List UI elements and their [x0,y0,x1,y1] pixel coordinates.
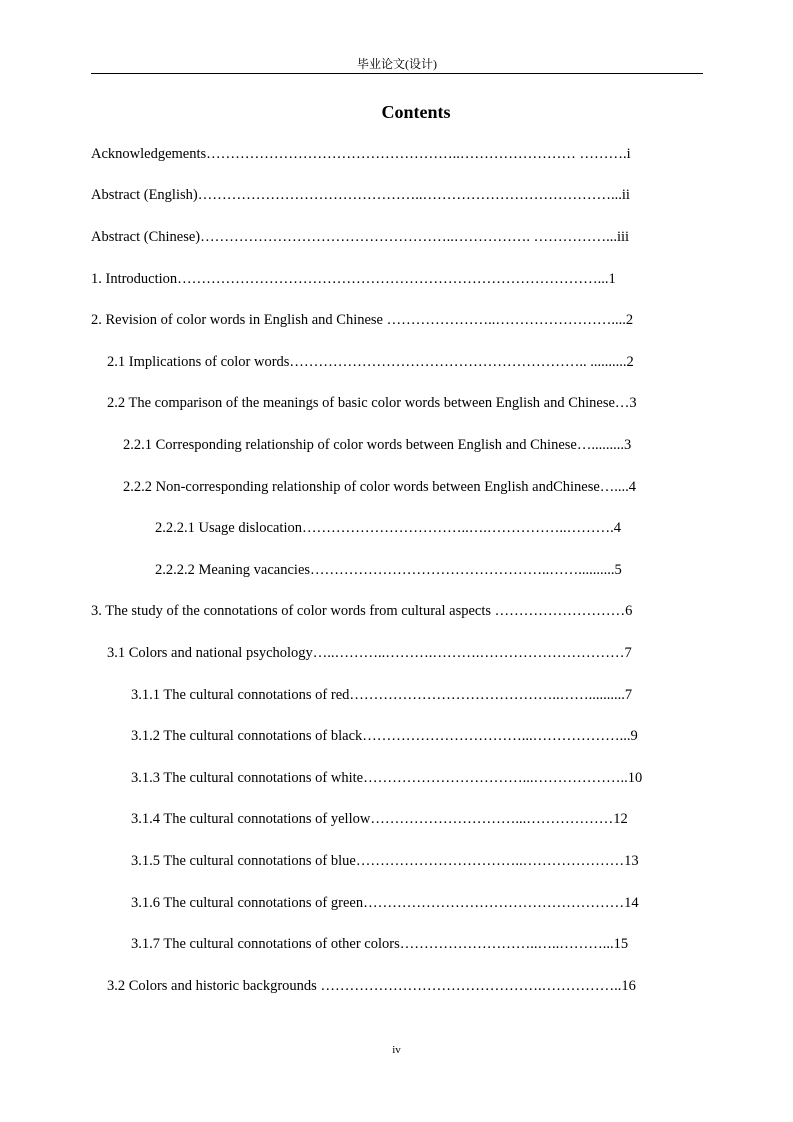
toc-entry: 3.1.5 The cultural connotations of blue……………………………..…………………13 [131,853,639,869]
page-header: 毕业论文(设计) [357,57,437,71]
toc-entry: 3.1.7 The cultural connotations of other colors………………………..…..………...15 [131,936,629,952]
toc-entry: 2.2 The comparison of the meanings of basic color words between English and Chinese…3 [107,395,637,411]
toc-entry: 3.1.4 The cultural connotations of yellow…………………………...………………12 [131,811,628,827]
toc-entry: 3.1.1 The cultural connotations of red……………………………………..……..........7 [131,687,633,703]
toc-entry: 3.1 Colors and national psychology…..………..……….……….…………………………7 [107,645,632,661]
toc-entry: 2.2.1 Corresponding relationship of color words between English and Chinese….........3 [123,437,632,453]
toc-entry: 3.2 Colors and historic backgrounds ……………………………………….……………..16 [107,978,636,994]
toc-entry: 3. The study of the connotations of color words from cultural aspects ………………………6 [91,603,633,619]
toc-entry: 2.1 Implications of color words…………………………………………………….. ..........2 [107,354,634,370]
page-title: Contents [381,102,451,122]
toc-entry: 3.1.6 The cultural connotations of green………………………………………………14 [131,895,639,911]
toc-entry: 2.2.2.1 Usage dislocation……………………………..….……………..……….4 [155,520,621,536]
toc-entry: Acknowledgements……………………………………………..…………………… ……….i [91,146,631,162]
toc-entry: Abstract (English)………………………………………..…………………………………...ii [91,187,630,203]
toc-entry: 1. Introduction……………………………………………………………………………...1 [91,271,616,287]
toc-entry: 2.2.2.2 Meaning vacancies…………………………………………..……..........5 [155,562,622,578]
toc-entry: 2.2.2 Non-corresponding relationship of color words between English andChinese…....4 [123,479,637,495]
toc-entry: Abstract (Chinese)……………………………………………..……………. ……………...iii [91,229,630,245]
toc-entry: 3.1.3 The cultural connotations of white……………………………...………………..10 [131,770,643,786]
toc-entry: 3.1.2 The cultural connotations of black……………………………...………………...9 [131,728,638,744]
toc-entry: 2. Revision of color words in English and Chinese …………………..……………………....2 [91,312,634,328]
page-number: iv [392,1044,401,1056]
